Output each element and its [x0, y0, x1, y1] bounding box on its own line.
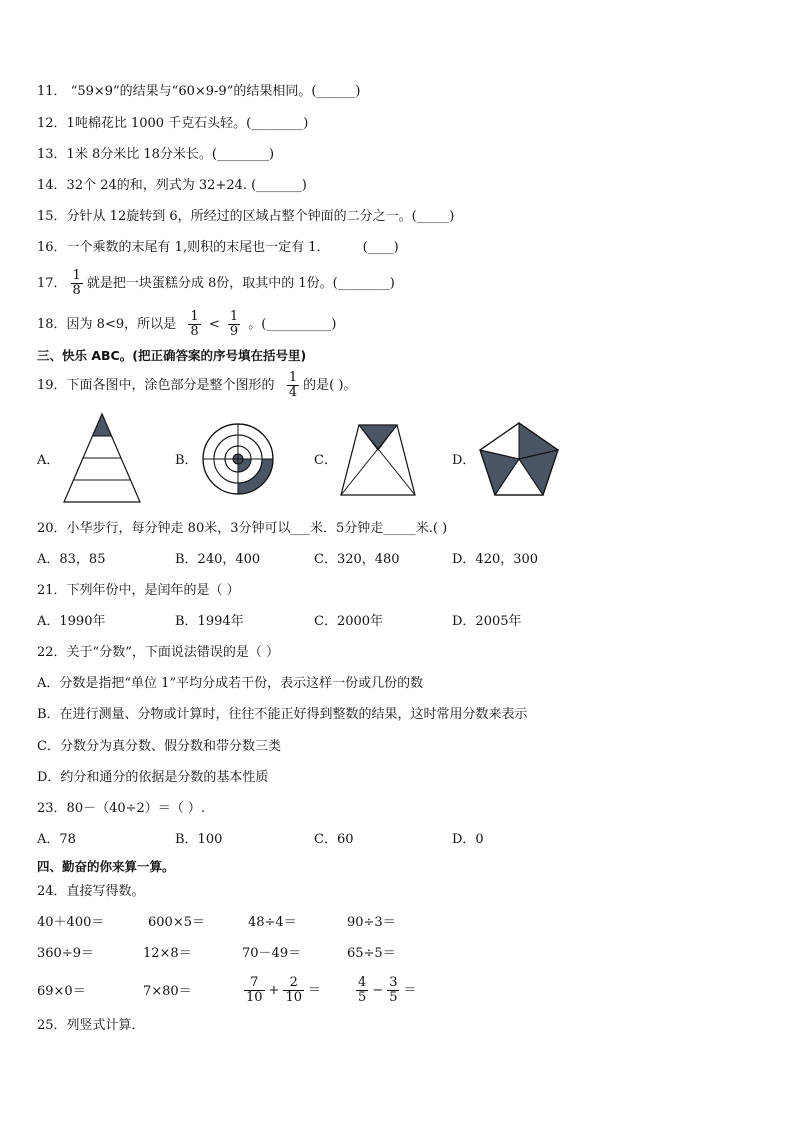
q21-option-a[interactable]: A．1990年: [37, 614, 106, 629]
q21-option-c[interactable]: C．2000年: [314, 614, 384, 629]
question-16: 16．一个乘数的末尾有 1,则积的末尾也一定有 1． (____): [37, 240, 399, 255]
q23-option-c[interactable]: C．60: [314, 832, 354, 847]
question-19: 19．下面各图中，涂色部分是整个图形的 $\frac{1}{4}$ 的是( )。: [37, 370, 357, 400]
q22-option-b[interactable]: B．在进行测量、分物或计算时，往往不能正好得到整数的结果，这时常用分数来表示: [37, 707, 528, 722]
fraction-diff-item: $\frac{4}{5}$ − $\frac{3}{5}$ ＝: [358, 975, 417, 1005]
section-3-heading: 三、快乐 ABC。(把正确答案的序号填在括号里): [37, 348, 307, 363]
q20-option-d[interactable]: D．420，300: [452, 552, 539, 567]
q20-option-b[interactable]: B．240，400: [175, 552, 261, 567]
calc-item: 600×5＝: [148, 915, 205, 930]
question-13: 13．1米 8分米比 18分米长。(________): [37, 147, 275, 162]
calc-item: 7×80＝: [143, 984, 192, 999]
q20-option-a[interactable]: A．83，85: [37, 552, 106, 567]
q23-option-b[interactable]: B．100: [175, 832, 223, 847]
question-12: 12．1吨棉花比 1000 千克石头轻。(________): [37, 116, 309, 131]
calc-item: 40＋400＝: [37, 915, 105, 930]
question-24: 24．直接写得数。: [37, 884, 145, 899]
question-22: 22．关于“分数”，下面说法错误的是（ ）: [37, 645, 279, 660]
fraction-sum-item: $\frac{7}{10}$ + $\frac{2}{10}$ ＝: [246, 975, 322, 1005]
q21-option-d[interactable]: D．2005年: [452, 614, 522, 629]
calc-item: 70－49＝: [242, 946, 302, 961]
calc-item: 48÷4＝: [248, 915, 297, 930]
q22-option-c[interactable]: C．分数分为真分数、假分数和带分数三类: [37, 739, 281, 754]
question-15: 15．分针从 12旋转到 6，所经过的区域占整个钟面的二分之一。(_____): [37, 209, 455, 224]
concentric-circles-figure-b: [201, 422, 275, 496]
question-25: 25．列竖式计算．: [37, 1018, 145, 1033]
triangle-figure-a: [62, 412, 142, 504]
q21-option-b[interactable]: B．1994年: [175, 614, 244, 629]
option-b-label: B．: [175, 453, 198, 468]
q23-option-d[interactable]: D．0: [452, 832, 484, 847]
option-d-label: D．: [452, 453, 476, 468]
pentagon-figure-d: [478, 421, 560, 497]
question-20: 20．小华步行，每分钟走 80米，3分钟可以___米．5分钟走_____米.( ): [37, 521, 448, 536]
trapezoid-figure-c: [339, 423, 417, 497]
calc-item: 69×0＝: [37, 984, 86, 999]
question-23: 23．80－（40÷2）＝（ ）.: [37, 801, 206, 816]
q22-option-a[interactable]: A．分数是指把“单位 1”平均分成若干份，表示这样一份或几份的数: [37, 676, 424, 691]
calc-item: 12×8＝: [143, 946, 192, 961]
calc-item: 65÷5＝: [347, 946, 396, 961]
q20-option-c[interactable]: C．320，480: [314, 552, 400, 567]
q22-option-d[interactable]: D．约分和通分的依据是分数的基本性质: [37, 770, 269, 785]
question-21: 21．下列年份中，是闰年的是（ ）: [37, 583, 240, 598]
question-11: 11． “59×9”的结果与“60×9-9”的结果相同。(______): [37, 84, 361, 99]
option-c-label: C．: [314, 453, 337, 468]
q23-option-a[interactable]: A．78: [37, 832, 76, 847]
calc-item: 360÷9＝: [37, 946, 94, 961]
question-18: 18．因为 8<9，所以是 $\frac{1}{8}$ < $\frac{1}{9}$ 。(__________): [37, 309, 337, 339]
section-4-heading: 四、勤奋的你来算一算。: [37, 859, 175, 874]
fraction-one-eighth: $\frac{1}{8}$: [72, 268, 81, 298]
question-17: 17． $\frac{1}{8}$ 就是把一块蛋糕分成 8份，取其中的 1份。(________): [37, 268, 395, 298]
option-a-label: A．: [37, 453, 60, 468]
calc-item: 90÷3＝: [347, 915, 396, 930]
question-14: 14．32个 24的和，列式为 32+24. (_______): [37, 178, 307, 193]
